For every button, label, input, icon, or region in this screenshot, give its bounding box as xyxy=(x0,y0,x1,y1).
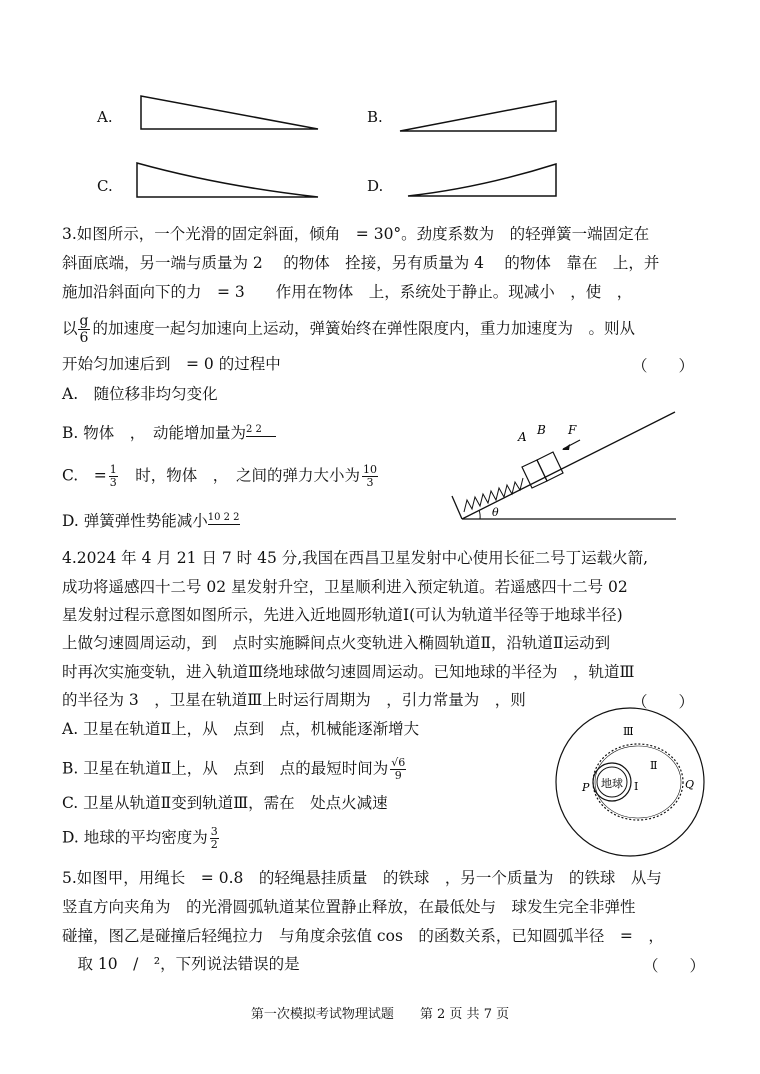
q3-answer-paren: （ ） xyxy=(632,357,695,375)
q3-option-d: D. 弹簧弹性势能减小10 2 2 xyxy=(62,512,240,530)
q3-option-b: B. 物体 ， 动能增加量为2 2 xyxy=(62,423,276,443)
q2-option-c-label: C. xyxy=(97,177,113,195)
q5-line-4: 取 10 / ²，下列说法错误的是 xyxy=(62,955,300,973)
q4-fig-label-q: Q xyxy=(685,778,695,791)
q4-line-1: 4.2024 年 4 月 21 日 7 时 45 分,我国在西昌卫星发射中心使用长征二号丁运载火箭, xyxy=(62,549,649,567)
q2-option-a-label: A. xyxy=(97,108,113,126)
q4-fig-label-p: P xyxy=(582,781,590,794)
q5-line-3: 碰撞，图乙是碰撞后轻绳拉力 与角度余弦值 cos 的函数关系，已知圆弧半径 = ， xyxy=(62,927,664,945)
q3-fig-label-theta: θ xyxy=(492,506,499,519)
q4-option-c: C. 卫星从轨道Ⅱ变到轨道Ⅲ，需在 处点火减速 xyxy=(62,794,388,812)
q3-option-a: A. 随位移非均匀变化 xyxy=(62,385,218,403)
q3-option-d-fraction: 10 2 2 xyxy=(207,512,240,523)
q3-option-b-fraction: 2 2 xyxy=(246,424,276,437)
q3-fig-label-f: F xyxy=(568,423,577,437)
q4-fig-label-orbit-1: Ⅰ xyxy=(634,780,639,793)
q4-option-d-fraction: $\frac{3}{2}$ xyxy=(210,825,218,851)
q5-answer-paren: （ ） xyxy=(643,957,706,975)
q4-line-2: 成功将遥感四十二号 02 星发射升空，卫星顺利进入预定轨道。若遥感四十二号 02 xyxy=(62,578,628,596)
q3-line-1: 3.如图所示，一个光滑的固定斜面，倾角 = 30°。劲度系数为 的轻弹簧一端固定在 xyxy=(62,225,650,243)
q4-line-5: 时再次实施变轨，进入轨道Ⅲ绕地球做匀速圆周运动。已知地球的半径为 ，轨道Ⅲ xyxy=(62,663,635,681)
q3-option-c: C. = $\frac{1}{3}$ 时，物体 ， 之间的弹力大小为 $\frac{10}{3}$ xyxy=(62,463,377,489)
q2-option-d-label: D. xyxy=(367,177,384,195)
q3-accel-fraction: $\frac{g}{6}$ xyxy=(79,313,89,346)
q4-option-a: A. 卫星在轨道Ⅱ上，从 点到 点，机械能逐渐增大 xyxy=(62,720,420,738)
q4-line-6: 的半径为 3 ，卫星在轨道Ⅲ上时运行周期为 ，引力常量为 ，则 xyxy=(62,691,526,709)
page-footer: 第一次模拟考试物理试题 第 2 页 共 7 页 xyxy=(250,1007,510,1022)
q3-line-5: 开始匀加速后到 = 0 的过程中 xyxy=(62,355,281,373)
q3-line-4-pre: 以 xyxy=(62,319,78,338)
q4-option-b-fraction: $\frac{√6}{9}$ xyxy=(391,756,406,782)
q4-option-d: D. 地球的平均密度为 $\frac{3}{2}$ xyxy=(62,825,218,851)
q3-line-2: 斜面底端，另一端与质量为 2 的物体 拴接，另有质量为 4 的物体 靠在 上，并 xyxy=(62,254,660,272)
q3-option-c-fraction-1: $\frac{1}{3}$ xyxy=(109,463,117,489)
q4-line-3: 星发射过程示意图如图所示，先进入近地圆形轨道Ⅰ(可认为轨道半径等于地球半径) xyxy=(62,606,623,624)
q3-fig-label-b: B xyxy=(537,423,546,437)
q4-fig-label-orbit-3: Ⅲ xyxy=(623,725,634,738)
q3-option-c-fraction-2: $\frac{10}{3}$ xyxy=(363,463,377,489)
q3-fig-label-a: A xyxy=(518,430,527,444)
q2-option-b-label: B. xyxy=(367,108,383,126)
q4-option-b: B. 卫星在轨道Ⅱ上，从 点到 点的最短时间为 $\frac{√6}{9}$ xyxy=(62,756,406,782)
q5-line-2: 竖直方向夹角为 的光滑圆弧轨道某位置静止释放，在最低处与 球发生完全非弹性 xyxy=(62,898,636,916)
q5-line-1: 5.如图甲，用绳长 = 0.8 的轻绳悬挂质量 的铁球 ，另一个质量为 的铁球 从与 xyxy=(62,869,662,887)
q4-fig-label-orbit-2: Ⅱ xyxy=(650,759,658,772)
q4-line-4: 上做匀速圆周运动，到 点时实施瞬间点火变轨进入椭圆轨道Ⅱ，沿轨道Ⅱ运动到 xyxy=(62,634,611,652)
q4-answer-paren: （ ） xyxy=(632,693,695,711)
q3-line-3: 施加沿斜面向下的力 = 3 作用在物体 上，系统处于静止。现减小 ，使 ， xyxy=(62,283,633,301)
q3-line-4-post: 的加速度一起匀加速向上运动，弹簧始终在弹性限度内，重力加速度为 。则从 xyxy=(92,319,635,338)
q4-fig-earth-label: 地球 xyxy=(601,777,623,790)
